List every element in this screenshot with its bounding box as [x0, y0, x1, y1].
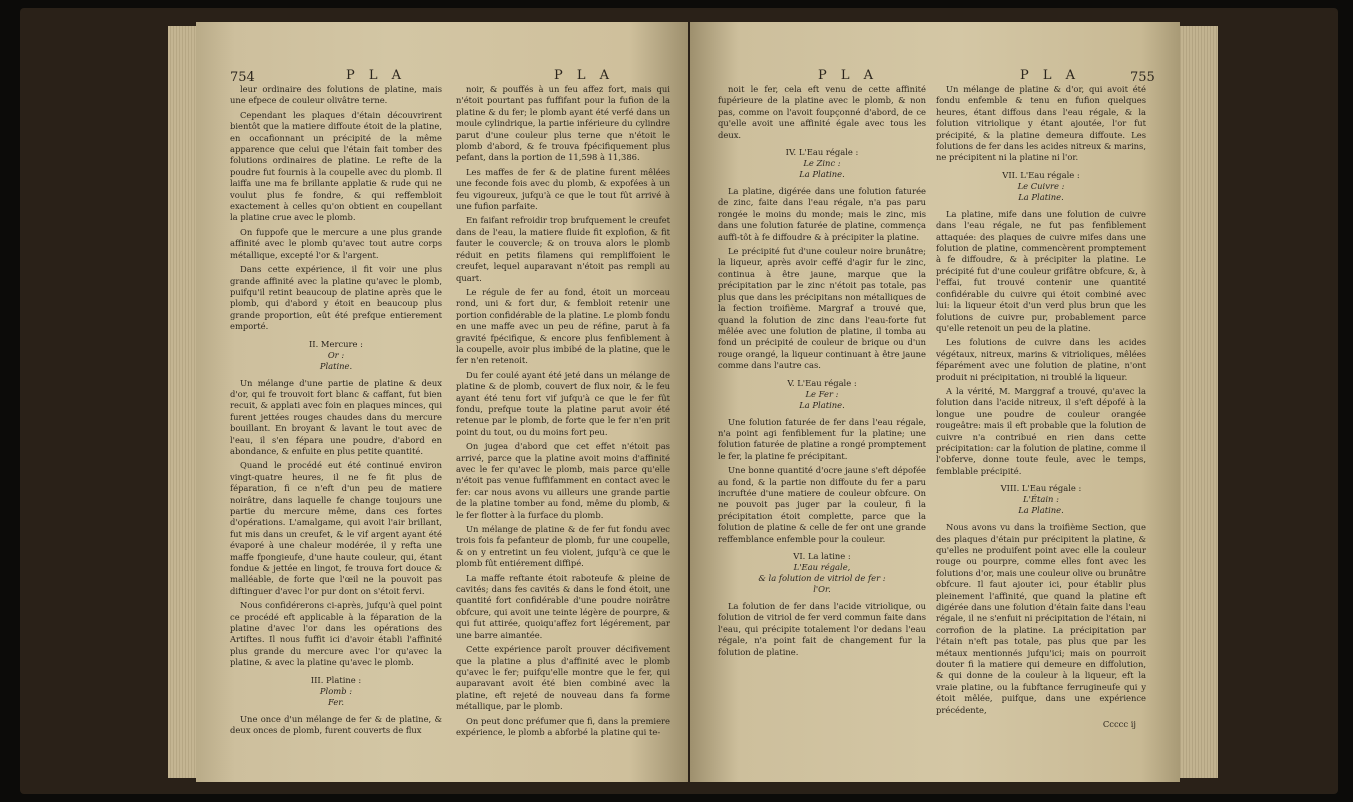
paragraph: Le précipité fut d'une couleur noire brunâtre; la liqueur, après avoir ceffé d'agir fur le zinc, continua à être jaune, marque que la précipitation par le zinc n'étoit pas totale, pas plus que dans les précipitans non métalliques de la fection troifième. Margraf a trouvé que, quand la folution de zinc dans l'eau-forte fut mêlée avec une folution de platine, il tomba au fond un précipité de couleur de brique ou d'un rouge orangé, la liqueur continuant à être jaune comme dans l'autre cas.: [718, 246, 926, 371]
text-column-left: [230, 84, 442, 740]
section-number: VIII. L'Eau régale :: [1000, 483, 1082, 494]
paragraph: Cette expérience paroît prouver décifivement que la platine a plus d'affinité avec le plomb qu'avec le fer; puifqu'elle montre que le fer, qui auparavant avoit été bien combiné avec la platine, eft rejeté de nouveau dans fa forme métallique, par le plomb.: [456, 644, 670, 712]
section-heading: [230, 339, 442, 372]
section-line: La Platine.: [799, 399, 845, 410]
paragraph: Dans cette expérience, il fit voir une plus grande affinité avec la platine qu'avec le plomb, puifqu'il retint beaucoup de platine après que le plomb, qui d'abord y étoit en beaucoup plus grande proportion, eût été prefque entierement emporté.: [230, 264, 442, 332]
section-line: Le Fer :: [805, 388, 839, 399]
paragraph: Le régule de fer au fond, étoit un morceau rond, uni & fort dur, & fembloit retenir une portion confidérable de la platine. Le plomb fondu en une maffe avec un peu de réfine, parut à fa gravité fpécifique, & encore plus fenfiblement à la coupelle, avoir plus imbibé de la platine, que le fer n'en retenoit.: [456, 286, 670, 366]
section-line: l'Or.: [813, 584, 831, 594]
paragraph: A la vérité, M. Marggraf a trouvé, qu'avec la folution dans l'acide nitreux, il s'eft dépofé à la longue une poudre de couleur orangée rougeâtre: mais il eft probable que la folution de cuivre n'a contribué en rien dans cette précipitation: car la folution de platine, comme il l'obferve, donne toute feule, avec le temps, femblable précipité.: [936, 385, 1146, 476]
section-line: Fer.: [327, 696, 345, 707]
section-line: La Platine.: [799, 169, 845, 180]
section-line: L'Étain :: [1023, 494, 1059, 505]
paragraph: Du fer coulé ayant été jeté dans un mélange de platine & de plomb, couvert de flux noir, & le feu ayant été tenu fort vif jufqu'à ce que le fer fût fondu, prefque toute la platine parut avoir été retenue par le plomb, de forte que le fer n'en prit point du tout, ou du moins fort peu.: [456, 369, 670, 437]
section-heading: [230, 675, 442, 708]
paragraph: La maffe reftante étoit raboteufe & pleine de cavités; dans fes cavités & dans le fond étoit, une quantité fort confidérable d'une poudre noirâtre obfcure, qui avoit une teinte légère de pourpre, & qui fut attirée, quoiqu'affez fort légérement, par une barre aimantée.: [456, 572, 670, 640]
right-page-edges: [1178, 26, 1218, 778]
paragraph: On jugea d'abord que cet effet n'étoit pas arrivé, parce que la platine avoit moins d'affinité avec le fer qu'avec le plomb, mais parce qu'elle n'étoit pas venue fuffifamment en contact avec le fer: car nous avons vu ailleurs une grande partie de la platine tomber au fond, même du plomb, & le fer flotter à la furface du plomb.: [456, 441, 670, 520]
paragraph: Un mélange d'une partie de platine & deux d'or, qui fe trouvoit fort blanc & caffant, fut bien recuit, & applati avec foin en plaques minces, qui furent jettées rouges chaudes dans du mercure bouillant. En broyant & lavant le tout avec de l'eau, il s'en fépara une poudre, d'abord en abondance, & enfuite en plus petite quantité.: [230, 377, 442, 456]
paragraph: La platine, digérée dans une folution faturée de zinc, faite dans l'eau régale, n'a pas paru rongée le moins du monde; mais le zinc, mis dans une folution faturée de platine, commença auffi-tôt à fe diffoudre & à précipiter la platine.: [718, 186, 926, 242]
paragraph: On fuppofe que le mercure a une plus grande affinité avec le plomb qu'avec tout autre corps métallique, excepté l'or & l'argent.: [230, 226, 442, 260]
section-heading: [718, 551, 926, 595]
section-line: Platine.: [319, 360, 353, 371]
section-number: III. Platine :: [310, 674, 362, 685]
signature-mark: Ccccc ij: [1102, 719, 1136, 730]
section-heading: [718, 378, 926, 411]
paragraph: Un mélange de platine & de fer fut fondu avec trois fois fa pefanteur de plomb, fur une coupelle, & on y entretint un feu violent, jufqu'à ce que le plomb fût entiérement diffipé.: [456, 524, 670, 569]
section-line: La Platine.: [1018, 505, 1064, 516]
section-line: La Platine.: [1018, 191, 1064, 202]
paragraph: Les maffes de fer & de platine furent mêlées une feconde fois avec du plomb, & expofées à un feu vigoureux, jufqu'à ce que le tout fût arrivé à une fufion parfaite.: [456, 166, 670, 212]
section-number: V. L'Eau régale :: [787, 377, 857, 388]
paragraph: On peut donc préfumer que fi, dans la premiere expérience, le plomb a abforbé la platine qui te-: [456, 715, 670, 737]
running-head: P L A: [554, 68, 615, 83]
running-head: P L A: [1020, 68, 1081, 83]
section-number: VI. La latine :: [793, 551, 851, 561]
section-line: Plomb :: [319, 685, 353, 696]
paragraph: Les folutions de cuivre dans les acides végétaux, nitreux, marins & vitrioliques, mêlées féparément avec une folution de platine, n'ont produit ni précipitation, ni troublé la liqueur.: [936, 337, 1146, 382]
paragraph: En faifant refroidir trop brufquement le creufet dans de l'eau, la matiere fluide fit explofion, & fit fauter le couvercle; & on trouva alors le plomb réduit en petits filamens qui rempliffoient le creufet, lequel auparavant n'étoit pas rempli au quart.: [456, 215, 670, 283]
running-head: P L A: [818, 68, 879, 83]
section-number: II. Mercure :: [308, 338, 363, 349]
paragraph: Un mélange de platine & d'or, qui avoit été fondu enfemble & tenu en fufion quelques heures, étant diffous dans l'eau régale, & la folution vitriolique y étant ajoutée, l'or fut précipité, & la platine demeura diffoute. Les folutions de fer dans les acides nitreux & marins, ne précipitent ni la platine ni l'or.: [936, 84, 1146, 163]
paragraph: Une once d'un mélange de fer & de platine, & deux onces de plomb, furent couverts de flux: [230, 713, 442, 736]
paragraph: noit le fer, cela eft venu de cette affinité fupérieure de la platine avec le plomb, & non pas, comme on l'avoit foupçonné d'abord, de ce qu'elle avoit une affinité égale avec tous les deux.: [718, 84, 926, 140]
page-number: 755: [1130, 70, 1155, 85]
right-page: [690, 22, 1180, 782]
paragraph: Nous confidérerons ci-après, jufqu'à quel point ce procédé eft applicable à la féparation de la platine d'avec l'or dans les opérations des Artiftes. Il nous fuffit ici d'avoir établi l'affinité plus grande du mercure avec l'or qu'avec la platine, & avec la platine qu'avec le plomb.: [230, 600, 442, 668]
paragraph: leur ordinaire des folutions de platine, mais une efpece de couleur olivâtre terne.: [230, 84, 442, 106]
section-number: VII. L'Eau régale :: [1002, 169, 1080, 180]
paragraph: noir, & pouffés à un feu affez fort, mais qui n'étoit pourtant pas fuffifant pour la fufion de la platine & du fer; le plomb ayant été verfé dans un moule cylindrique, la partie inférieure du cylindre parut d'une couleur plus terne que n'étoit le plomb d'abord, & fe trouva fpécifiquement plus pefant, dans la portion de 11,598 à 11,386.: [456, 84, 670, 163]
section-line: Or :: [327, 349, 345, 360]
paragraph: Quand le procédé eut été continué environ vingt-quatre heures, il ne fe fit plus de féparation, fi ce n'eft d'un peu de matiere noirâtre, dans laquelle fe change toujours une partie du mercure même, dans ces fortes d'opérations. L'amalgame, qui avoit l'air brillant, fut mis dans un creufet, & le vif argent ayant été évaporé à une chaleur modérée, il y refta une maffe fpongieufe, d'une haute couleur, qui, étant fondue & jettée en lingot, fe trouva fort douce & malléable, de forte que l'œil ne la pouvoit pas diftinguer d'avec l'or pur dont on s'étoit fervi.: [230, 460, 442, 596]
section-heading: [718, 147, 926, 180]
section-line: Le Zinc :: [803, 158, 841, 169]
text-column-left: [718, 84, 926, 661]
paragraph: Une bonne quantité d'ocre jaune s'eft dépofée au fond, & la partie non diffoute du fer a paru incruftée d'une matiere de couleur obfcure. On ne pouvoit pas juger par la couleur, fi la précipitation étoit complette, parce que la folution de platine & celle de fer ont une grande reffemblance enfemble pour la couleur.: [718, 465, 926, 544]
section-line: L'Eau régale,: [793, 562, 851, 572]
left-page-edges: [168, 26, 198, 778]
text-column-right: [936, 84, 1146, 731]
running-head: P L A: [346, 68, 407, 83]
page-number: 754: [230, 70, 255, 85]
section-line: Le Cuivre :: [1017, 180, 1065, 191]
paragraph: Une folution faturée de fer dans l'eau régale, n'a point agi fenfiblement fur la platine; une folution faturée de platine a rongé promptement le fer, la platine fe précipitant.: [718, 416, 926, 461]
paragraph: La folution de fer dans l'acide vitriolique, ou folution de vitriol de fer verd commun faite dans l'eau, qui précipite totalement l'or dedans l'eau régale, n'a point fait de changement fur la folution de platine.: [718, 601, 926, 657]
section-heading: [936, 483, 1146, 516]
paragraph: La platine, mife dans une folution de cuivre dans l'eau régale, ne fut pas fenfiblement attaquée: des plaques de cuivre mifes dans une folution de platine, commencèrent promptement à fe diffoudre, & à précipiter la platine. Le précipité fut d'une couleur grifâtre obfcure, &, à l'effai, fut trouvé contenir une quantité confidérable du cuivre qui étoit combiné avec lui: la liqueur étoit d'un verd plus brun que les folutions de cuivre pur, probablement parce qu'elle retenoit un peu de la platine.: [936, 208, 1146, 333]
section-line: & la folution de vitriol de fer :: [758, 573, 886, 583]
section-number: IV. L'Eau régale :: [785, 147, 859, 158]
left-page: [196, 22, 688, 782]
paragraph: Nous avons vu dans la troifième Section, que des plaques d'étain pur précipitent la platine, & qu'elles ne produifent point avec elle la couleur rouge ou pourpre, comme elles font avec les folutions d'or, mais une couleur olive ou brunâtre obfcure. Il faut ajouter ici, pour établir plus pleinement l'affinité, que quand la platine eft digérée dans une folution d'étain faite dans l'eau régale, il ne s'enfuit ni précipitation de l'étain, ni corrofion de la platine. La précipitation par l'étain n'eft pas totale, pas plus que par les métaux mentionnés jufqu'ici; mais on pourroit douter fi la matiere qui demeure en diffolution, & qui donne de la couleur à la liqueur, eft la vraie platine, ou la fubftance ferrugineufe qui y étoit mêlée, puifque, dans une expérience précédente,: [936, 522, 1146, 715]
text-column-right: [456, 84, 670, 741]
section-heading: [936, 170, 1146, 203]
paragraph: Cependant les plaques d'étain découvrirent bientôt que la matiere diffoute étoit de la platine, en occafionnant un précipité de la même apparence que celui que l'étain fait tomber des folutions ordinaires de platine. Le refte de la poudre fut fournis à la coupelle avec du plomb. Il laiffa une ma fe brillante applatie & rude qui ne voulut plus fe fondre, & qui reffembloit exactement à celles qu'on obtient en coupellant la platine crue avec le plomb.: [230, 109, 442, 223]
